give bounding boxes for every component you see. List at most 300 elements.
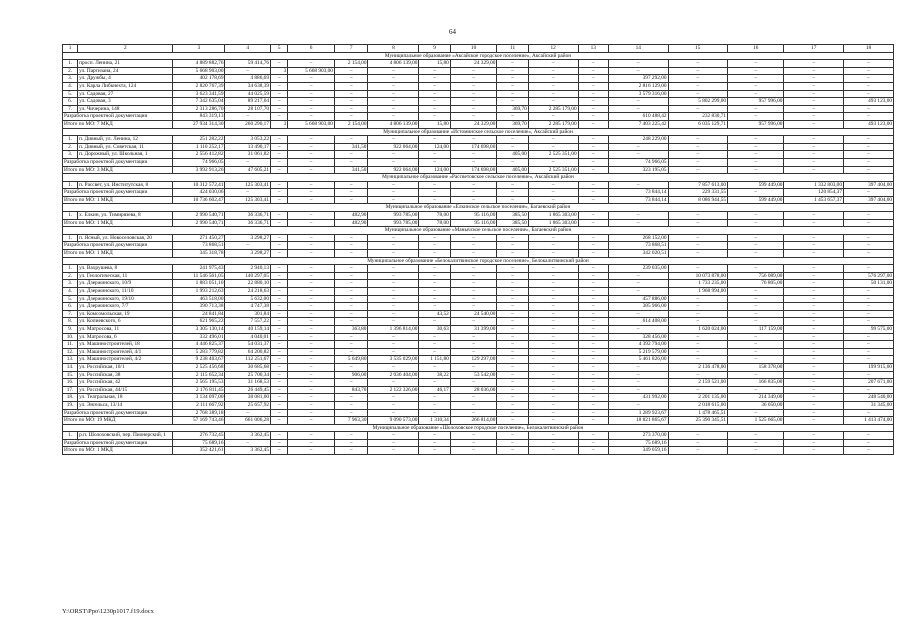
table-cell: 5 802 299,00	[668, 98, 728, 106]
table-cell: 120 854,37	[784, 189, 844, 197]
table-cell: –	[528, 189, 578, 197]
table-row	[63, 158, 894, 166]
table-cell: –	[419, 234, 450, 242]
table-cell: –	[288, 417, 335, 425]
address-cell: п. Рассвет, ул. Институтская, 8	[78, 181, 173, 189]
table-cell: –	[668, 219, 728, 227]
table-cell: –	[225, 67, 271, 75]
row-number: 11.	[63, 341, 78, 349]
table-cell: 457 886,00	[608, 295, 668, 303]
table-cell: –	[578, 409, 608, 417]
row-number: 10.	[63, 333, 78, 341]
table-cell: –	[450, 67, 497, 75]
address-cell: п. Дивный, ул. Ленина, 12	[78, 136, 173, 144]
table-cell: 352 421,61	[173, 447, 225, 455]
table-cell: –	[578, 325, 608, 333]
table-cell: –	[843, 113, 893, 121]
table-cell: 174 698,00	[450, 143, 497, 151]
table-cell: 99 575,00	[843, 325, 893, 333]
table-cell: –	[668, 75, 728, 83]
table-cell: 2 820 767,39	[173, 82, 225, 90]
table-cell: –	[843, 212, 893, 220]
table-cell: –	[450, 447, 497, 455]
table-cell: 2 201 135,00	[668, 394, 728, 402]
table-cell: 7 403 225,42	[608, 120, 668, 128]
table-cell: 9 238 403,67	[173, 356, 225, 364]
table-cell: –	[668, 250, 728, 258]
table-cell: 463 518,00	[173, 295, 225, 303]
table-cell: –	[578, 394, 608, 402]
table-cell: –	[419, 136, 450, 144]
table-cell: –	[334, 250, 368, 258]
table-cell: –	[578, 386, 608, 394]
table-cell: –	[728, 82, 784, 90]
section-heading-row	[63, 257, 894, 265]
table-cell: –	[497, 371, 528, 379]
table-cell: –	[368, 158, 419, 166]
table-cell: –	[450, 295, 497, 303]
table-cell: 5 219 579,00	[608, 348, 668, 356]
table-cell: –	[419, 272, 450, 280]
address-cell: ул. Партизана, 24	[78, 67, 173, 75]
table-cell: –	[668, 151, 728, 159]
table-cell: 1 620 024,00	[668, 325, 728, 333]
table-cell: 493 123,00	[843, 120, 893, 128]
table-cell: 2 154,00	[334, 60, 368, 68]
table-cell: –	[608, 386, 668, 394]
table-cell: –	[843, 318, 893, 326]
section-heading: Муниципальное образование «Белокалитвинское городское поселение», Белокалитвинский район	[63, 257, 894, 265]
table-cell: –	[668, 60, 728, 68]
table-cell: 36 050,00	[728, 401, 784, 409]
table-cell: –	[419, 447, 450, 455]
address-cell: ул. Вахрушева, 8	[78, 265, 173, 273]
table-cell: –	[334, 447, 368, 455]
table-cell: –	[784, 250, 844, 258]
row-number: 3.	[63, 151, 78, 159]
table-cell: 1 865 303,00	[528, 212, 578, 220]
table-cell: –	[668, 356, 728, 364]
table-cell: –	[608, 219, 668, 227]
row-number: 2.	[63, 67, 78, 75]
table-cell: –	[497, 417, 528, 425]
table-cell: 31 061,82	[225, 151, 271, 159]
table-cell: –	[843, 447, 893, 455]
table-cell: –	[334, 310, 368, 318]
table-cell: –	[419, 151, 450, 159]
table-cell: 2 816 129,00	[608, 82, 668, 90]
address-cell: ул. Машиностроителей, 4/1	[78, 348, 173, 356]
table-cell: –	[843, 250, 893, 258]
table-cell: –	[419, 348, 450, 356]
table-cell: –	[450, 280, 497, 288]
table-cell: –	[843, 242, 893, 250]
table-cell: –	[578, 136, 608, 144]
table-cell: –	[528, 181, 578, 189]
table-cell: –	[784, 265, 844, 273]
table-cell: 50 131,00	[843, 280, 893, 288]
table-cell: –	[784, 417, 844, 425]
table-cell: –	[368, 250, 419, 258]
table-cell: –	[497, 90, 528, 98]
table-cell: –	[270, 166, 287, 174]
table-cell: –	[578, 82, 608, 90]
table-cell: –	[419, 432, 450, 440]
table-cell: –	[528, 356, 578, 364]
table-cell: –	[334, 158, 368, 166]
table-cell: –	[578, 439, 608, 447]
table-cell: –	[288, 158, 335, 166]
table-row	[63, 280, 894, 288]
table-cell: 1 110 252,17	[173, 143, 225, 151]
table-cell: –	[784, 341, 844, 349]
table-cell: –	[334, 242, 368, 250]
table-cell: –	[270, 158, 287, 166]
table-cell: –	[270, 432, 287, 440]
table-cell: –	[450, 189, 497, 197]
table-row	[63, 82, 894, 90]
table-cell: –	[497, 67, 528, 75]
table-cell: –	[668, 303, 728, 311]
table-cell: 15,80	[419, 120, 450, 128]
table-cell: –	[784, 82, 844, 90]
table-cell: –	[334, 151, 368, 159]
column-number-row	[63, 45, 894, 53]
table-cell: –	[270, 333, 287, 341]
table-cell: –	[368, 272, 419, 280]
table-cell: –	[288, 379, 335, 387]
table-row	[63, 341, 894, 349]
table-cell: 15,80	[419, 60, 450, 68]
table-cell: –	[270, 105, 287, 113]
table-cell: –	[270, 212, 287, 220]
address-cell: ул. Дружбы, 4	[78, 75, 173, 83]
table-cell: –	[270, 288, 287, 296]
table-cell: –	[668, 310, 728, 318]
table-cell: –	[728, 250, 784, 258]
table-row	[63, 288, 894, 296]
table-cell: –	[728, 158, 784, 166]
table-cell: –	[784, 242, 844, 250]
table-cell: –	[270, 151, 287, 159]
table-cell: –	[843, 288, 893, 296]
table-cell: 10 312 572,41	[173, 181, 225, 189]
table-cell: 25 657,92	[225, 401, 271, 409]
table-cell: –	[270, 386, 287, 394]
table-cell: –	[288, 60, 335, 68]
table-cell: –	[843, 82, 893, 90]
table-cell: –	[843, 143, 893, 151]
table-cell: 260 290,17	[225, 120, 271, 128]
table-cell: –	[450, 82, 497, 90]
table-cell: –	[784, 409, 844, 417]
table-cell: 3 298,27	[225, 250, 271, 258]
table-cell: –	[578, 348, 608, 356]
table-cell: –	[288, 325, 335, 333]
table-cell: –	[528, 82, 578, 90]
row-number: 1.	[63, 136, 78, 144]
table-cell: –	[334, 295, 368, 303]
table-cell: –	[578, 189, 608, 197]
table-cell: 54 031,37	[225, 341, 271, 349]
table-row	[63, 234, 894, 242]
table-cell: –	[334, 348, 368, 356]
table-cell: 28 036,00	[450, 386, 497, 394]
column-number: 3	[173, 45, 225, 53]
table-cell: –	[843, 67, 893, 75]
table-cell: –	[578, 318, 608, 326]
table-cell: –	[728, 67, 784, 75]
table-cell: –	[497, 158, 528, 166]
row-number: 6.	[63, 98, 78, 106]
table-cell: 993 785,00	[368, 212, 419, 220]
table-cell: –	[368, 333, 419, 341]
table-cell: –	[668, 82, 728, 90]
table-cell: –	[668, 105, 728, 113]
table-cell: –	[843, 409, 893, 417]
table-cell: –	[728, 189, 784, 197]
table-cell: –	[608, 60, 668, 68]
table-cell: –	[784, 310, 844, 318]
table-cell: –	[578, 356, 608, 364]
row-label: Разработка проектной документации	[63, 158, 173, 166]
table-cell: 2 036 404,00	[368, 371, 419, 379]
row-number: 6.	[63, 303, 78, 311]
table-cell: –	[270, 318, 287, 326]
table-cell: –	[528, 60, 578, 68]
table-cell: –	[270, 234, 287, 242]
table-cell: 25 390 345,51	[668, 417, 728, 425]
table-cell: –	[843, 136, 893, 144]
row-number: 3.	[63, 75, 78, 83]
table-cell: 74 966,05	[173, 158, 225, 166]
table-cell: –	[608, 288, 668, 296]
table-cell: 3 298,27	[225, 234, 271, 242]
table-row	[63, 113, 894, 121]
table-cell: –	[578, 303, 608, 311]
table-cell: –	[270, 371, 287, 379]
table-cell: –	[528, 250, 578, 258]
address-cell: п. Дорожный, ул. Школьная, 1	[78, 151, 173, 159]
table-cell: –	[334, 401, 368, 409]
section-heading: Муниципальное образование «Аксайское городское поселение», Аксайский район	[63, 52, 894, 60]
table-cell: 174 698,00	[450, 166, 497, 174]
table-cell: 30,63	[419, 325, 450, 333]
table-row	[63, 212, 894, 220]
table-cell: –	[419, 363, 450, 371]
table-row	[63, 318, 894, 326]
table-cell: 1 865 303,00	[528, 219, 578, 227]
table-row	[63, 386, 894, 394]
table-row	[63, 60, 894, 68]
table-cell: 266 814,00	[450, 417, 497, 425]
table-cell: 31 168,53	[225, 379, 271, 387]
table-cell: 268 152,00	[608, 234, 668, 242]
table-cell: –	[784, 288, 844, 296]
table-cell: 1 332 803,00	[784, 181, 844, 189]
table-cell: –	[450, 265, 497, 273]
table-cell: –	[843, 234, 893, 242]
table-cell: –	[497, 394, 528, 402]
table-cell: 4 806 139,00	[368, 120, 419, 128]
table-cell: –	[368, 303, 419, 311]
table-cell: –	[578, 219, 608, 227]
table-cell: –	[419, 189, 450, 197]
table-cell: 5 461 826,00	[608, 356, 668, 364]
table-cell: –	[288, 212, 335, 220]
table-cell: 2 159 521,00	[668, 379, 728, 387]
table-cell: 1 525 665,00	[728, 417, 784, 425]
table-cell: –	[368, 401, 419, 409]
table-cell: –	[334, 75, 368, 83]
address-cell: п. Дивный, ул. Советская, 11	[78, 143, 173, 151]
table-cell: –	[270, 295, 287, 303]
table-cell: 1 151,80	[419, 356, 450, 364]
table-cell: –	[419, 113, 450, 121]
table-cell: 248 540,00	[843, 394, 893, 402]
table-cell: 36 336,71	[225, 212, 271, 220]
table-cell: –	[288, 136, 335, 144]
table-cell: 76 805,00	[728, 280, 784, 288]
table-row	[63, 447, 894, 455]
table-cell: 4 747,38	[225, 303, 271, 311]
table-row	[63, 356, 894, 364]
table-cell: –	[528, 371, 578, 379]
table-cell: 1 968 994,00	[668, 288, 728, 296]
table-cell: –	[578, 272, 608, 280]
table-cell: –	[450, 181, 497, 189]
table-cell: 73 844,14	[608, 189, 668, 197]
table-cell: –	[270, 401, 287, 409]
table-cell: –	[728, 386, 784, 394]
table-cell: –	[497, 432, 528, 440]
table-row	[63, 272, 894, 280]
table-cell: –	[419, 288, 450, 296]
table-row	[63, 242, 894, 250]
table-cell: 1 993 212,63	[173, 288, 225, 296]
table-cell: –	[608, 379, 668, 387]
row-label: Разработка проектной документации	[63, 409, 173, 417]
table-cell: 24 329,00	[450, 120, 497, 128]
table-cell: 31 345,00	[843, 401, 893, 409]
table-cell: –	[419, 394, 450, 402]
table-row	[63, 303, 894, 311]
table-cell: –	[784, 113, 844, 121]
table-cell: –	[578, 242, 608, 250]
table-cell: –	[334, 432, 368, 440]
table-cell: –	[450, 379, 497, 387]
address-cell: ул. Российская, 42	[78, 379, 173, 387]
table-cell: –	[288, 303, 335, 311]
row-label: Итого по МО: 1 МКД	[63, 447, 173, 455]
row-label: Итого по МО: 7 МКД	[63, 120, 173, 128]
table-cell: –	[288, 401, 335, 409]
table-cell: –	[843, 158, 893, 166]
table-cell: 73 844,14	[608, 196, 668, 204]
table-cell: –	[288, 105, 335, 113]
row-number: 18.	[63, 394, 78, 402]
table-cell: 24 218,63	[225, 288, 271, 296]
column-number: 2	[78, 45, 173, 53]
table-cell: –	[334, 98, 368, 106]
row-number: 2.	[63, 143, 78, 151]
table-cell: –	[728, 136, 784, 144]
table-cell: –	[450, 318, 497, 326]
table-cell: 2 940,13	[225, 265, 271, 273]
table-cell: –	[288, 363, 335, 371]
row-label: Итого по МО: 1 МКД	[63, 219, 173, 227]
table-cell: –	[288, 432, 335, 440]
table-cell: –	[334, 318, 368, 326]
row-number: 7.	[63, 105, 78, 113]
table-cell: –	[784, 212, 844, 220]
table-cell: 239 035,00	[608, 265, 668, 273]
table-cell: –	[270, 379, 287, 387]
table-cell: –	[368, 98, 419, 106]
table-cell: –	[288, 295, 335, 303]
table-cell: –	[528, 394, 578, 402]
table-cell: 13 490,17	[225, 143, 271, 151]
table-cell: –	[784, 363, 844, 371]
table-cell: 843 319,13	[173, 113, 225, 121]
section-heading: Муниципальное образование «Елкинское сельское поселение», Багаевский район	[63, 204, 894, 212]
table-cell: –	[728, 348, 784, 356]
table-cell: –	[368, 341, 419, 349]
section-heading: Муниципальное образование «Истоминское сельское поселение», Аксайский район	[63, 128, 894, 136]
table-cell: –	[288, 272, 335, 280]
address-cell: ул. Комсомольская, 19	[78, 310, 173, 318]
table-cell: –	[497, 439, 528, 447]
row-number: 16.	[63, 379, 78, 387]
section-heading-row	[63, 174, 894, 182]
table-cell: –	[288, 250, 335, 258]
table-cell: –	[497, 363, 528, 371]
table-cell: –	[450, 432, 497, 440]
table-cell: –	[578, 151, 608, 159]
table-cell: –	[270, 82, 287, 90]
table-cell: –	[497, 136, 528, 144]
table-cell: –	[843, 348, 893, 356]
table-cell: –	[578, 196, 608, 204]
table-cell: –	[288, 113, 335, 121]
table-cell: –	[450, 363, 497, 371]
table-cell: –	[668, 158, 728, 166]
table-cell: –	[728, 409, 784, 417]
table-cell: –	[578, 288, 608, 296]
table-cell: 2 525 351,00	[528, 166, 578, 174]
table-cell: –	[578, 417, 608, 425]
table-cell: –	[784, 280, 844, 288]
column-number: 7	[334, 45, 368, 53]
address-cell: ул. Садовая, 3	[78, 98, 173, 106]
table-cell: 341,50	[334, 166, 368, 174]
table-cell: –	[497, 379, 528, 387]
table-cell: –	[334, 105, 368, 113]
table-cell: –	[288, 143, 335, 151]
table-cell: –	[784, 166, 844, 174]
table-cell: –	[528, 75, 578, 83]
table-row	[63, 90, 894, 98]
table-cell: 64 200,82	[225, 348, 271, 356]
table-cell: –	[419, 341, 450, 349]
column-number: 11	[497, 45, 528, 53]
section-heading-row	[63, 52, 894, 60]
table-cell: 332 496,01	[173, 333, 225, 341]
table-cell: –	[497, 325, 528, 333]
table-cell: 922 064,00	[368, 166, 419, 174]
table-cell: 397 292,00	[608, 75, 668, 83]
table-cell: 9 090 573,00	[368, 417, 419, 425]
